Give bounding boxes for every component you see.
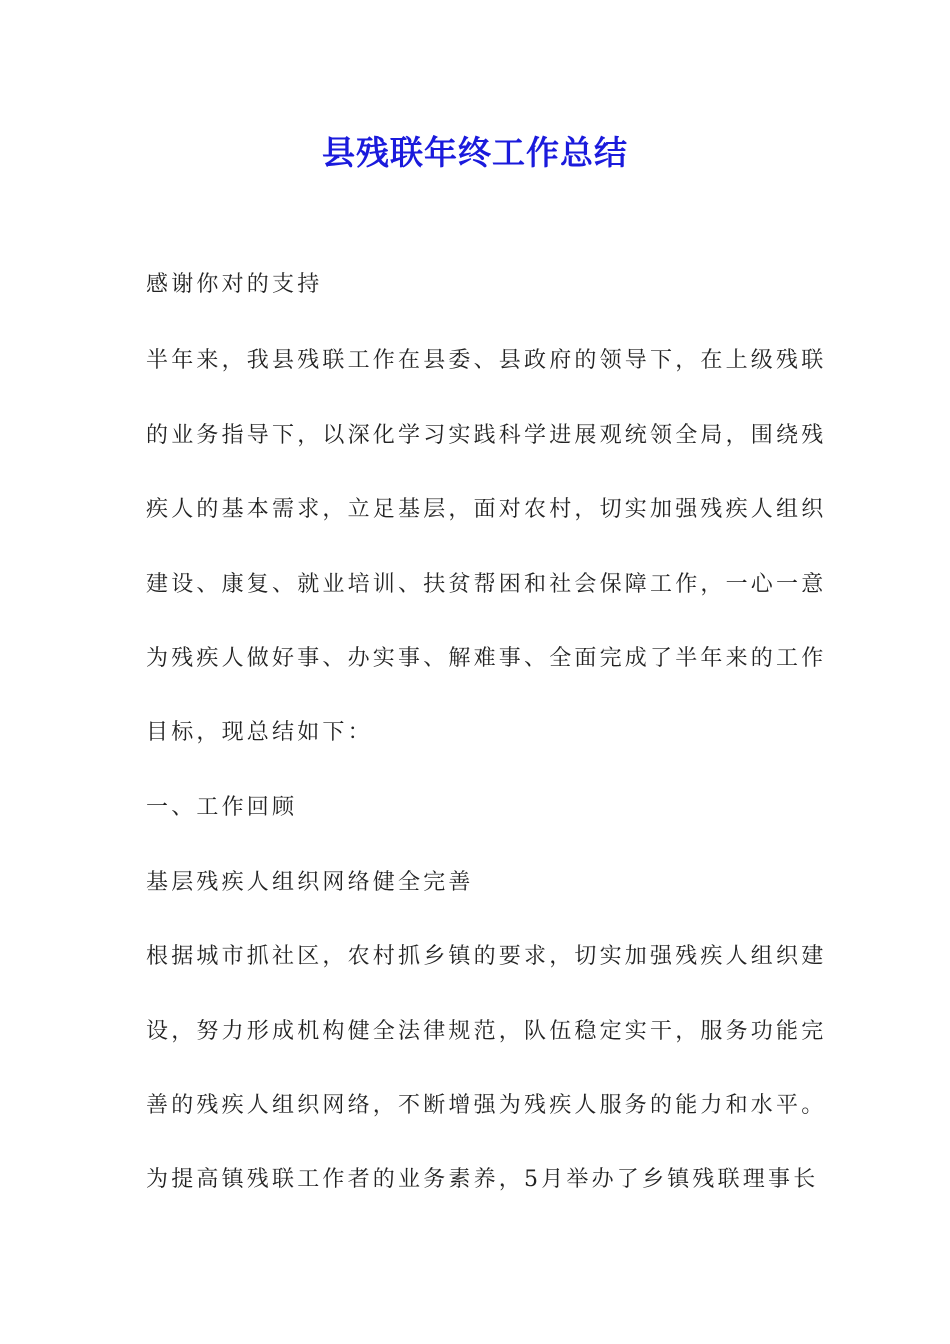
- paragraph-line: 建设、康复、就业培训、扶贫帮困和社会保障工作，一心一意: [146, 572, 827, 597]
- paragraph-line: 根据城市抓社区，农村抓乡镇的要求，切实加强残疾人组织建: [146, 944, 827, 969]
- paragraph-line: 半年来，我县残联工作在县委、县政府的领导下，在上级残联: [146, 348, 827, 373]
- paragraph-line: 为提高镇残联工作者的业务素养，5月举办了乡镇残联理事长: [146, 1167, 819, 1192]
- document-title: 县残联年终工作总结: [322, 133, 628, 172]
- paragraph-line: 感谢你对的支持: [146, 272, 323, 297]
- paragraph-line: 的业务指导下，以深化学习实践科学进展观统领全局，围绕残: [146, 423, 827, 448]
- paragraph-line: 疾人的基本需求，立足基层，面对农村，切实加强残疾人组织: [146, 497, 827, 522]
- paragraph-line: 设，努力形成机构健全法律规范，队伍稳定实干，服务功能完: [146, 1019, 827, 1044]
- section-heading: 一、工作回顾: [146, 795, 298, 820]
- paragraph-line: 目标，现总结如下：: [146, 720, 373, 745]
- subsection-heading: 基层残疾人组织网络健全完善: [146, 870, 474, 895]
- paragraph-line: 善的残疾人组织网络，不断增强为残疾人服务的能力和水平。: [146, 1093, 827, 1118]
- paragraph-line: 为残疾人做好事、办实事、解难事、全面完成了半年来的工作: [146, 646, 827, 671]
